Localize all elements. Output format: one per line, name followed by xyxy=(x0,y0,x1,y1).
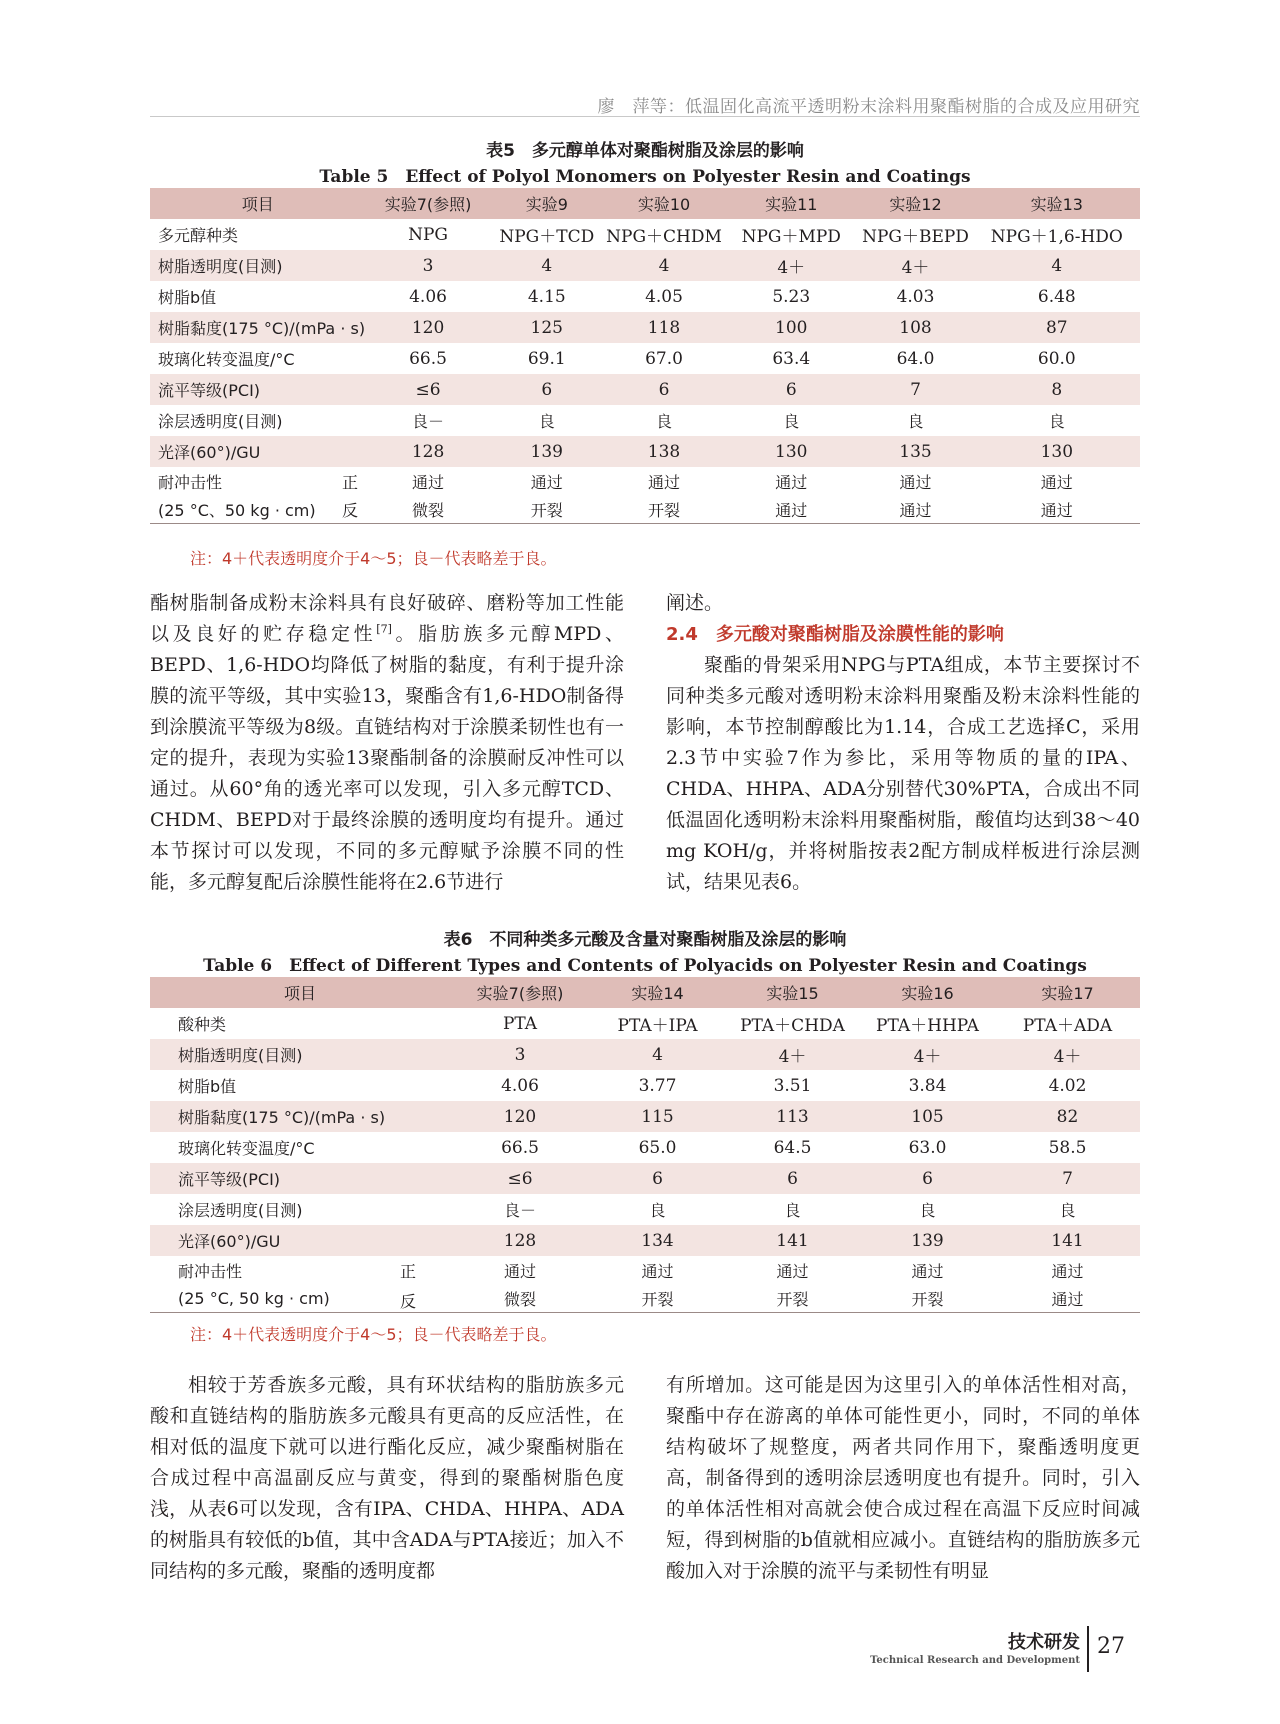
paragraph xyxy=(150,588,624,898)
table-cell: 通过 xyxy=(648,472,681,492)
table-cell: 通过 xyxy=(911,1261,944,1281)
table-cell: 良 xyxy=(919,1201,936,1220)
table-row xyxy=(150,374,1140,405)
table-row xyxy=(150,1101,1140,1132)
table-cell: 4.02 xyxy=(1048,1075,1087,1096)
table-cell: 通过 xyxy=(899,500,932,520)
row-label: 多元醇种类 xyxy=(158,226,239,245)
table6 xyxy=(150,977,1140,1313)
footer-divider xyxy=(1087,1626,1089,1672)
footer-section-title: 技术研发 xyxy=(1008,1632,1080,1653)
table-cell: 4.15 xyxy=(527,286,566,307)
table-cell: 通过 xyxy=(412,472,445,492)
row-label: 树脂b值 xyxy=(158,288,217,307)
table-cell: 开裂 xyxy=(648,500,681,520)
table5-header-cell: 实验13 xyxy=(974,188,1140,219)
table-cell: 64.5 xyxy=(773,1137,812,1158)
table5-header-cell: 实验10 xyxy=(603,188,725,219)
table-cell: 通过 xyxy=(503,1261,536,1281)
table-cell: 开裂 xyxy=(530,500,563,520)
table-row xyxy=(150,312,1140,343)
table-cell: 6 xyxy=(491,374,603,405)
table6-header-cell: 实验17 xyxy=(995,977,1140,1008)
impact-front-label: 正 xyxy=(342,472,359,492)
table-cell: 通过 xyxy=(1051,1261,1084,1281)
table-cell: 良－ xyxy=(503,1201,536,1220)
paragraph: 阐述。 xyxy=(666,592,724,614)
table-cell: 82 xyxy=(995,1101,1140,1132)
table-cell: NPG xyxy=(408,224,448,245)
table-cell: 120 xyxy=(450,1101,590,1132)
table-cell: 69.1 xyxy=(527,348,566,369)
table-cell: 微裂 xyxy=(503,1289,536,1309)
table-cell: ≤6 xyxy=(450,1163,590,1194)
row-label: 树脂黏度(175 °C)/(mPa · s) xyxy=(150,312,365,343)
table-cell: 4＋ xyxy=(995,1039,1140,1070)
body-right-column-2 xyxy=(666,1370,1140,1587)
footer-section-title-en: Technical Research and Development xyxy=(870,1655,1080,1666)
table-cell: 良 xyxy=(1059,1201,1076,1220)
table-cell: 139 xyxy=(860,1225,995,1256)
table-cell: 通过 xyxy=(775,500,808,520)
table-cell: 微裂 xyxy=(412,500,445,520)
table5-header-cell: 实验7(参照) xyxy=(365,188,490,219)
table6-header-cell: 实验7(参照) xyxy=(450,977,590,1008)
table-cell: 128 xyxy=(450,1225,590,1256)
paragraph: 相较于芳香族多元酸，具有环状结构的脂肪族多元酸和直链结构的脂肪族多元酸具有更高的反应活性，在相对低的温度下就可以进行酯化反应，减少聚酯树脂在合成过程中高温副反应与黄变，得到的聚酯树脂色度浅，从表6可以发现，含有IPA、CHDA、HHPA、ADA的树脂具有较低的b值，其中含ADA与PTA接近；加入不同结构的多元酸，聚酯的透明度都 xyxy=(150,1374,624,1582)
row-label: 流平等级(PCI) xyxy=(150,374,365,405)
section-heading: 2.4 多元酸对聚酯树脂及涂膜性能的影响 xyxy=(666,624,1004,645)
table-cell: 128 xyxy=(365,436,490,467)
table-cell: 4 xyxy=(491,250,603,281)
table-cell: 4 xyxy=(603,250,725,281)
table-row-impact-front xyxy=(150,467,1140,495)
table-cell: 3 xyxy=(365,250,490,281)
table-cell: 良 xyxy=(784,1201,801,1220)
table-cell: 4.03 xyxy=(896,286,935,307)
table-cell: 6 xyxy=(603,374,725,405)
table-cell: 通过 xyxy=(1040,500,1073,520)
impact-back-label: 反 xyxy=(342,500,359,520)
table6-caption-zh: 表6 不同种类多元酸及含量对聚酯树脂及涂层的影响 xyxy=(443,930,847,950)
table-cell: 4.06 xyxy=(501,1075,539,1096)
table-cell: PTA＋IPA xyxy=(617,1016,698,1036)
table-cell: 通过 xyxy=(1051,1289,1084,1309)
table-cell: 良－ xyxy=(412,412,445,431)
table-cell: 3 xyxy=(450,1039,590,1070)
table5-caption-zh: 表5 多元醇单体对聚酯树脂及涂层的影响 xyxy=(486,141,804,161)
table5 xyxy=(150,188,1140,524)
table5-header-cell: 实验12 xyxy=(857,188,973,219)
table-cell: 63.0 xyxy=(908,1137,947,1158)
table-row xyxy=(150,250,1140,281)
impact-label xyxy=(150,1284,450,1313)
body-left-column-2 xyxy=(150,1370,624,1587)
table-row-impact-back xyxy=(150,1284,1140,1313)
table-row xyxy=(150,343,1140,374)
table-cell: 4.05 xyxy=(645,286,683,307)
impact-label xyxy=(150,495,365,524)
table-cell: 125 xyxy=(491,312,603,343)
table-row-impact-back xyxy=(150,495,1140,524)
table-cell: 开裂 xyxy=(911,1289,944,1309)
table-cell: NPG＋BEPD xyxy=(862,227,969,247)
body-left-column-1 xyxy=(150,588,624,898)
table-row xyxy=(150,1194,1140,1225)
table-cell: 5.23 xyxy=(772,286,811,307)
table-cell: 113 xyxy=(725,1101,860,1132)
table-cell: 6 xyxy=(725,1163,860,1194)
impact-back-label: 反 xyxy=(400,1291,417,1311)
table-cell: 87 xyxy=(974,312,1140,343)
table-cell: 141 xyxy=(725,1225,860,1256)
table6-header-cell: 实验16 xyxy=(860,977,995,1008)
table5-header-cell: 项目 xyxy=(150,188,365,219)
table-cell: 通过 xyxy=(641,1261,674,1281)
row-label: 涂层透明度(目测) xyxy=(178,1201,303,1220)
table-cell: 8 xyxy=(974,374,1140,405)
table-cell: 120 xyxy=(365,312,490,343)
table-cell: 58.5 xyxy=(1048,1137,1087,1158)
table-cell: 134 xyxy=(590,1225,725,1256)
table-cell: 通过 xyxy=(776,1261,809,1281)
row-label: 酸种类 xyxy=(178,1015,227,1034)
table-row xyxy=(150,281,1140,312)
table5-header-cell: 实验11 xyxy=(725,188,857,219)
citation: [7] xyxy=(376,622,392,636)
table-cell: 115 xyxy=(590,1101,725,1132)
impact-label-line1: 耐冲击性 xyxy=(158,472,223,492)
running-header: 廖 萍等：低温固化高流平透明粉末涂料用聚酯树脂的合成及应用研究 xyxy=(597,97,1140,117)
row-label: 玻璃化转变温度/°C xyxy=(158,350,295,369)
paragraph: 有所增加。这可能是因为这里引入的单体活性相对高，聚酯中存在游离的单体可能性更小，同时，不同的单体结构破坏了规整度，两者共同作用下，聚酯透明度更高，制备得到的透明涂层透明度也有提升。同时，引入的单体活性相对高就会使合成过程在高温下反应时间减短，得到树脂的b值就相应减小。直链结构的脂肪族多元酸加入对于涂膜的流平与柔韧性有明显 xyxy=(666,1374,1140,1582)
table-cell: 6 xyxy=(590,1163,725,1194)
table-cell: 6.48 xyxy=(1037,286,1076,307)
table-cell: 4＋ xyxy=(857,250,973,281)
row-label: 玻璃化转变温度/°C xyxy=(178,1139,315,1158)
table-cell: 60.0 xyxy=(1037,348,1076,369)
impact-label-line2: (25 °C, 50 kg · cm) xyxy=(178,1288,330,1308)
table-cell: 4＋ xyxy=(725,250,857,281)
table-cell: 7 xyxy=(857,374,973,405)
table-cell: 6 xyxy=(860,1163,995,1194)
table-cell: NPG＋1,6-HDO xyxy=(990,227,1123,247)
table-cell: 3.84 xyxy=(908,1075,947,1096)
table-row xyxy=(150,436,1140,467)
table-cell: 通过 xyxy=(899,472,932,492)
table5-note: 注：4＋代表透明度介于4～5；良－代表略差于良。 xyxy=(190,549,557,568)
table-cell: 138 xyxy=(603,436,725,467)
table-cell: PTA xyxy=(502,1013,538,1034)
table-cell: 6 xyxy=(725,374,857,405)
table-cell: 4 xyxy=(974,250,1140,281)
table-cell: PTA＋CHDA xyxy=(740,1016,845,1036)
row-label: 光泽(60°)/GU xyxy=(150,1225,450,1256)
table-cell: 64.0 xyxy=(896,348,935,369)
table-cell: ≤6 xyxy=(365,374,490,405)
table5-caption-en: Table 5 Effect of Polyol Monomers on Polyester Resin and Coatings xyxy=(319,167,971,187)
table-cell: 通过 xyxy=(1040,472,1073,492)
table-cell: 65.0 xyxy=(638,1137,677,1158)
table-cell: NPG＋TCD xyxy=(499,227,595,247)
table-cell: 118 xyxy=(603,312,725,343)
table-row xyxy=(150,1163,1140,1194)
table6-caption-en: Table 6 Effect of Different Types and Contents of Polyacids on Polyester Resin and Coatings xyxy=(203,956,1087,976)
row-label: 树脂透明度(目测) xyxy=(150,1039,450,1070)
impact-label xyxy=(150,1256,450,1284)
table-cell: 4＋ xyxy=(860,1039,995,1070)
table-cell: 开裂 xyxy=(641,1289,674,1309)
table-row xyxy=(150,405,1140,436)
table-row xyxy=(150,1008,1140,1039)
table-cell: 7 xyxy=(995,1163,1140,1194)
paragraph-text: 。脂肪族多元醇MPD、BEPD、1,6-HDO均降低了树脂的黏度，有利于提升涂膜的流平等级，其中实验13，聚酯含有1,6-HDO制备得到涂膜流平等级为8级。直链结构对于涂膜柔韧性也有一定的提升，表现为实验13聚酯制备的涂膜耐反冲性可以通过。从60°角的透光率可以发现，引入多元醇TCD、CHDM、BEPD对于最终涂膜的透明度均有提升。通过本节探讨可以发现，不同的多元醇赋予涂膜不同的性能，多元醇复配后涂膜性能将在2.6节进行 xyxy=(150,623,624,893)
table-cell: 3.51 xyxy=(773,1075,812,1096)
table-cell: 良 xyxy=(649,1201,666,1220)
page-number: 27 xyxy=(1097,1634,1125,1659)
table-cell: 67.0 xyxy=(645,348,683,369)
table-cell: 100 xyxy=(725,312,857,343)
impact-label-line1: 耐冲击性 xyxy=(178,1261,243,1281)
table6-header-cell: 实验14 xyxy=(590,977,725,1008)
table6-header-row xyxy=(150,977,1140,1008)
row-label: 树脂黏度(175 °C)/(mPa · s) xyxy=(150,1101,450,1132)
table-cell: 130 xyxy=(974,436,1140,467)
table-cell: PTA＋ADA xyxy=(1022,1016,1113,1036)
table-cell: NPG＋CHDM xyxy=(606,227,722,247)
table-cell: 良 xyxy=(907,412,924,431)
table-cell: 139 xyxy=(491,436,603,467)
table-cell: 4 xyxy=(590,1039,725,1070)
row-label: 光泽(60°)/GU xyxy=(150,436,365,467)
row-label: 树脂透明度(目测) xyxy=(150,250,365,281)
table-cell: NPG＋MPD xyxy=(741,227,841,247)
table-cell: 良 xyxy=(1048,412,1065,431)
table-row xyxy=(150,219,1140,250)
table-cell: 3.77 xyxy=(638,1075,677,1096)
table-cell: 141 xyxy=(995,1225,1140,1256)
table5-header-cell: 实验9 xyxy=(491,188,603,219)
row-label: 流平等级(PCI) xyxy=(150,1163,450,1194)
paragraph-text: 酯树脂制备成粉末涂料具有良好破碎、磨粉等加工性能以及良好的贮存稳定性 xyxy=(150,592,624,645)
body-right-column-1 xyxy=(666,588,1140,898)
impact-front-label: 正 xyxy=(400,1261,417,1281)
table-row xyxy=(150,1039,1140,1070)
table6-header-cell: 实验15 xyxy=(725,977,860,1008)
table-cell: 通过 xyxy=(775,472,808,492)
table-cell: 开裂 xyxy=(776,1289,809,1309)
table-cell: 135 xyxy=(857,436,973,467)
table-cell: 良 xyxy=(783,412,800,431)
header-rule xyxy=(150,116,1140,117)
table-cell: 良 xyxy=(538,412,555,431)
table-cell: 4＋ xyxy=(725,1039,860,1070)
table-cell: 66.5 xyxy=(501,1137,539,1158)
table-row xyxy=(150,1225,1140,1256)
row-label: 涂层透明度(目测) xyxy=(158,412,283,431)
table-row-impact-front xyxy=(150,1256,1140,1284)
row-label: 树脂b值 xyxy=(178,1077,237,1096)
table-cell: 通过 xyxy=(530,472,563,492)
impact-label-line2: (25 °C、50 kg · cm) xyxy=(158,500,316,520)
table-cell: 105 xyxy=(860,1101,995,1132)
table-cell: 66.5 xyxy=(409,348,447,369)
table-row xyxy=(150,1070,1140,1101)
table5-header-row xyxy=(150,188,1140,219)
impact-label xyxy=(150,467,365,495)
table-cell: 108 xyxy=(857,312,973,343)
table-cell: 4.06 xyxy=(409,286,447,307)
table6-note: 注：4＋代表透明度介于4～5；良－代表略差于良。 xyxy=(190,1325,557,1344)
table6-header-cell: 项目 xyxy=(150,977,450,1008)
table-row xyxy=(150,1132,1140,1163)
table-cell: 63.4 xyxy=(772,348,811,369)
paragraph: 聚酯的骨架采用NPG与PTA组成，本节主要探讨不同种类多元酸对透明粉末涂料用聚酯及粉末涂料性能的影响，本节控制醇酸比为1.14，合成工艺选择C，采用2.3节中实验7作为参比，采用等物质的量的IPA、CHDA、HHPA、ADA分别替代30%PTA，合成出不同低温固化透明粉末涂料用聚酯树脂，酸值均达到38～40 mg KOH/g，并将树脂按表2配方制成样板进行涂层测试，结果见表6。 xyxy=(666,654,1140,893)
table-cell: 130 xyxy=(725,436,857,467)
table-cell: 良 xyxy=(656,412,673,431)
table-cell: PTA＋HHPA xyxy=(876,1016,979,1036)
